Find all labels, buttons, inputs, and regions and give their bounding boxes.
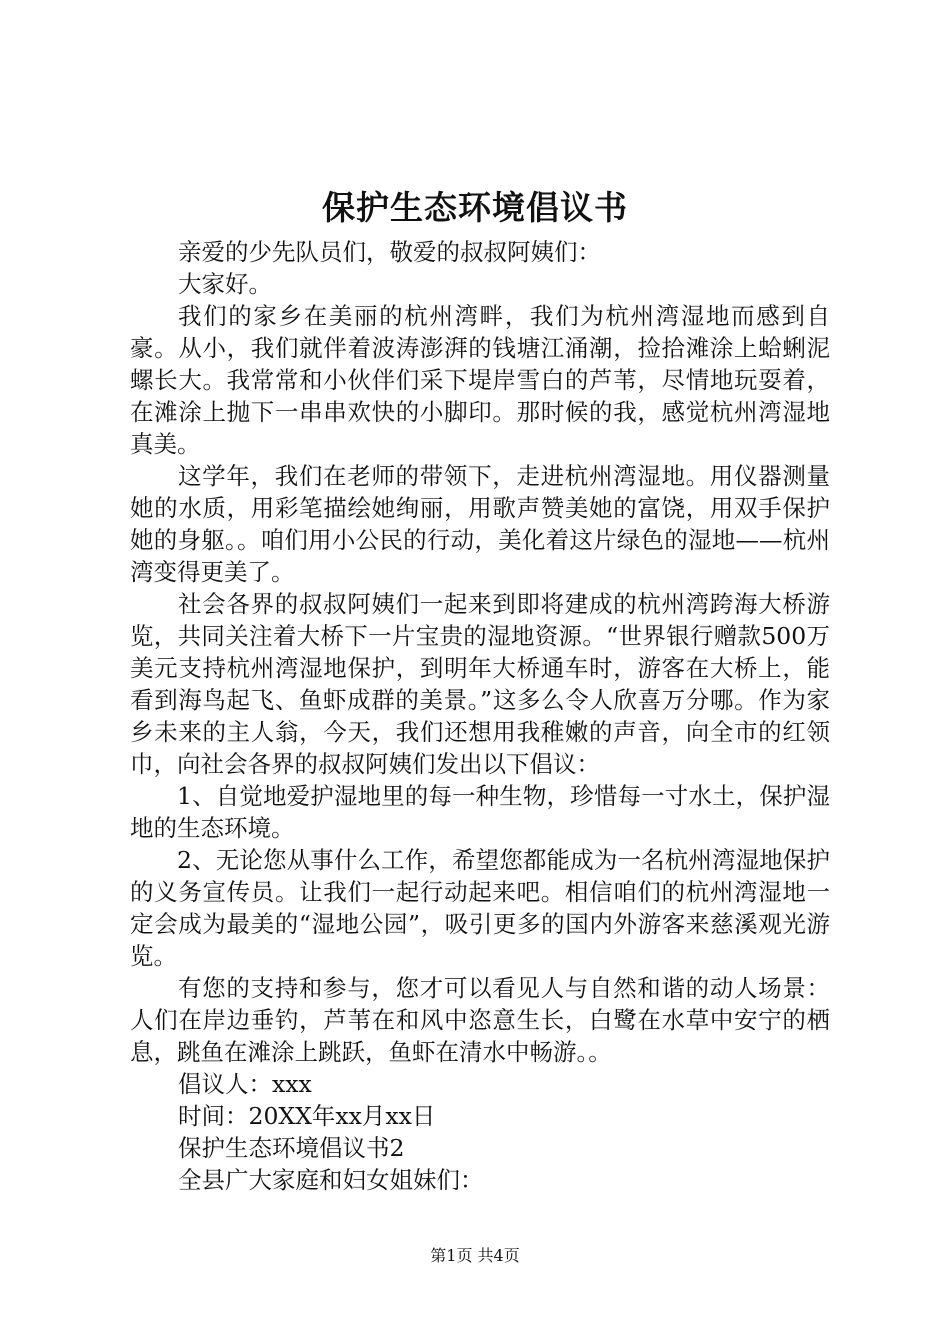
signature-proposer: 倡议人：xxx <box>178 1070 312 1098</box>
paragraph-hometown: 我们的家乡在美丽的杭州湾畔，我们为杭州湾湿地而感到自豪。从小，我们就伴着波涛澎湃的钱塘江涌潮，捡拾滩涂上蛤蜊泥螺长大。我常常和小伙伴们采下堤岸雪白的芦苇，尽情地玩耍着，在滩涂上抛下一串串欢快的小脚印。那时候的我，感觉杭州湾湿地真美。 <box>130 302 830 458</box>
paragraph-bridge: 社会各界的叔叔阿姨们一起来到即将建成的杭州湾跨海大桥游览，共同关注着大桥下一片宝贵的湿地资源。“世界银行赠款500万美元支持杭州湾湿地保护，到明年大桥通车时，游客在大桥上，能看到海鸟起飞、鱼虾成群的美景。”这多么令人欣喜万分哪。作为家乡未来的主人翁，今天，我们还想用我稚嫩的声音，向全市的红领巾，向社会各界的叔叔阿姨们发出以下倡议： <box>130 590 830 778</box>
paragraph-vision: 有您的支持和参与，您才可以看见人与自然和谐的动人场景：人们在岸边垂钓，芦苇在和风中恣意生长，白鹭在水草中安宁的栖息，跳鱼在滩涂上跳跃，鱼虾在清水中畅游。。 <box>130 974 830 1066</box>
proposal-item-2: 2、无论您从事什么工作，希望您都能成为一名杭州湾湿地保护的义务宣传员。让我们一起行动起来吧。相信咱们的杭州湾湿地一定会成为最美的“湿地公园”，吸引更多的国内外游客来慈溪观光游览。 <box>130 846 830 970</box>
document-body <box>130 236 830 1196</box>
salutation: 亲爱的少先队员们，敬爱的叔叔阿姨们： <box>178 238 601 266</box>
second-title: 保护生态环境倡议书2 <box>178 1134 405 1162</box>
document-title: 保护生态环境倡议书 <box>322 188 628 227</box>
paragraph-school-year: 这学年，我们在老师的带领下，走进杭州湾湿地。用仪器测量她的水质，用彩笔描绘她绚丽，用歌声赞美她的富饶，用双手保护她的身躯。。咱们用小公民的行动，美化着这片绿色的湿地——杭州湾变得更美了。 <box>130 462 830 586</box>
proposal-item-1: 1、自觉地爱护湿地里的每一种生物，珍惜每一寸水土，保护湿地的生态环境。 <box>130 782 830 842</box>
greeting: 大家好。 <box>178 270 272 298</box>
signature-date: 时间：20XX年xx月xx日 <box>178 1102 436 1130</box>
page-footer: 第1页 共4页 <box>430 1246 520 1265</box>
second-salutation: 全县广大家庭和妇女姐妹们： <box>178 1166 484 1194</box>
